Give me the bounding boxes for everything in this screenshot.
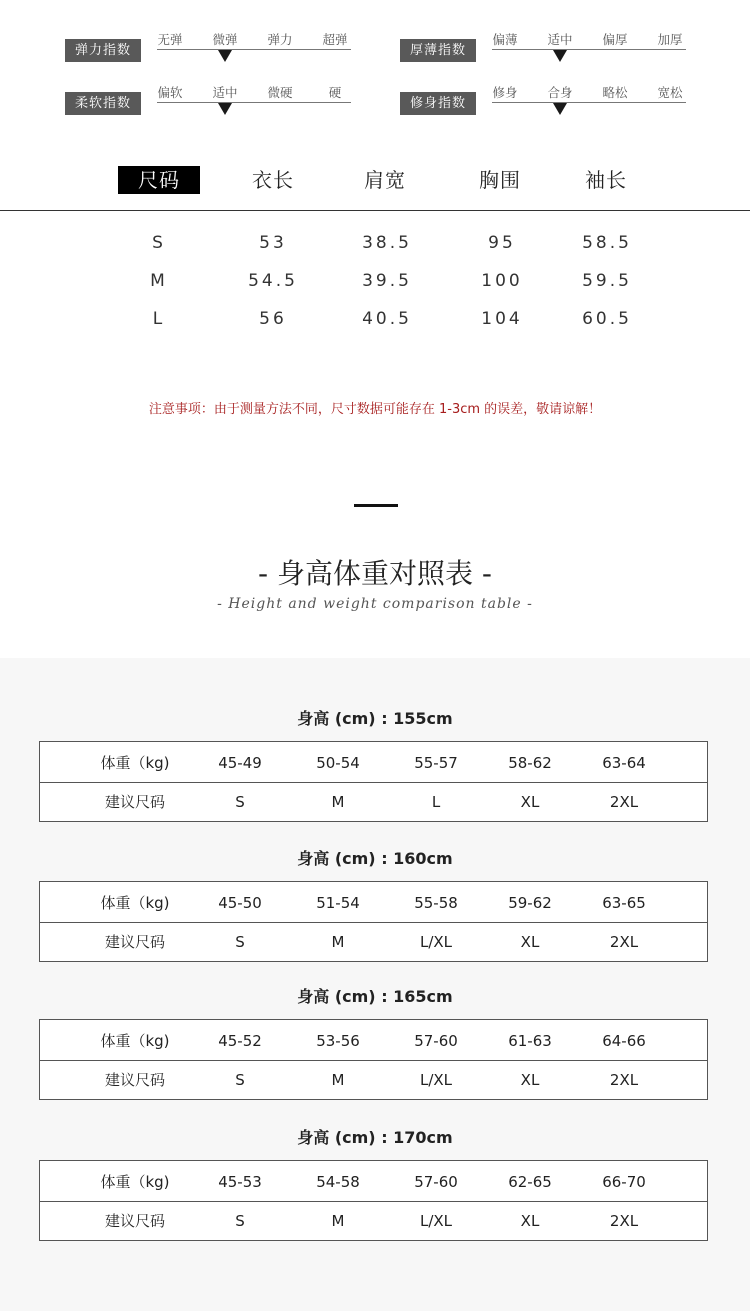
- cell-sleeve: 59.5: [582, 271, 632, 291]
- table-cell: 62-65: [508, 1173, 552, 1191]
- header-length: 衣长: [252, 168, 294, 192]
- index-options: [492, 30, 687, 46]
- cell-size: M: [150, 271, 168, 291]
- size-row: [40, 923, 707, 961]
- table-cell: 51-54: [316, 894, 360, 912]
- table-cell: 63-65: [602, 894, 646, 912]
- row-label: 体重（kg): [100, 1173, 170, 1191]
- index-option: 硬: [328, 85, 342, 100]
- index-option: 适中: [547, 32, 573, 47]
- header-shoulder: 肩宽: [364, 168, 406, 192]
- index-label: 厚薄指数: [400, 39, 476, 62]
- size-table-divider: [0, 210, 750, 211]
- index-option: 微弹: [212, 32, 238, 47]
- cell-size: S: [152, 233, 166, 253]
- table-cell: XL: [520, 793, 540, 811]
- height-title: 身高 (cm) : 160cm: [297, 849, 453, 868]
- table-cell: 45-49: [218, 754, 262, 772]
- row-label: 体重（kg): [100, 1032, 170, 1050]
- table-row: [0, 309, 750, 333]
- table-cell: L/XL: [419, 1212, 453, 1230]
- table-row: [0, 271, 750, 295]
- table-cell: M: [331, 793, 345, 811]
- index-options: [492, 83, 687, 99]
- cell-size: L: [152, 309, 166, 329]
- index-marker-icon: [218, 50, 232, 62]
- index-option: 宽松: [657, 85, 683, 100]
- index-option: 修身: [492, 85, 518, 100]
- height-title: 身高 (cm) : 170cm: [297, 1128, 453, 1147]
- table-cell: S: [235, 933, 245, 951]
- table-cell: 55-57: [414, 754, 458, 772]
- table-cell: 53-56: [316, 1032, 360, 1050]
- height-title: 身高 (cm) : 165cm: [297, 987, 453, 1006]
- table-cell: L: [431, 793, 441, 811]
- index-softness: [65, 83, 365, 123]
- cell-length: 56: [259, 309, 287, 329]
- size-row: [40, 1202, 707, 1240]
- weight-row: [40, 1022, 707, 1060]
- cell-length: 53: [259, 233, 287, 253]
- index-option: 适中: [212, 85, 238, 100]
- table-cell: M: [331, 1071, 345, 1089]
- index-scale-line: [492, 102, 686, 103]
- index-marker-icon: [218, 103, 232, 115]
- table-cell: 63-64: [602, 754, 646, 772]
- index-option: 偏薄: [492, 32, 518, 47]
- index-options: [157, 30, 352, 46]
- table-cell: 54-58: [316, 1173, 360, 1191]
- header-chest: 胸围: [479, 168, 521, 192]
- height-weight-table: [39, 881, 708, 962]
- table-cell: 2XL: [609, 1071, 639, 1089]
- height-weight-table: [39, 1160, 708, 1241]
- table-cell: 50-54: [316, 754, 360, 772]
- row-label: 建议尺码: [104, 1071, 165, 1089]
- row-label: 建议尺码: [104, 933, 165, 951]
- index-marker-icon: [553, 50, 567, 62]
- cell-shoulder: 40.5: [362, 309, 412, 329]
- table-cell: 64-66: [602, 1032, 646, 1050]
- height-weight-table: [39, 1019, 708, 1100]
- table-cell: XL: [520, 1212, 540, 1230]
- table-cell: 66-70: [602, 1173, 646, 1191]
- index-option: 无弹: [157, 32, 183, 47]
- header-size: 尺码: [118, 166, 200, 194]
- table-cell: 45-50: [218, 894, 262, 912]
- row-label: 体重（kg): [100, 754, 170, 772]
- index-marker-icon: [553, 103, 567, 115]
- index-scale-line: [157, 49, 351, 50]
- cell-sleeve: 60.5: [582, 309, 632, 329]
- size-table-header: [0, 166, 750, 196]
- table-cell: L/XL: [419, 933, 453, 951]
- index-fit: [400, 83, 700, 123]
- row-label: 体重（kg): [100, 894, 170, 912]
- index-option: 微硬: [267, 85, 293, 100]
- index-option: 偏厚: [602, 32, 628, 47]
- table-cell: S: [235, 1212, 245, 1230]
- index-label: 弹力指数: [65, 39, 141, 62]
- height-weight-table: [39, 741, 708, 822]
- weight-row: [40, 884, 707, 922]
- cell-sleeve: 58.5: [582, 233, 632, 253]
- index-scale-line: [157, 102, 351, 103]
- table-row: [0, 233, 750, 257]
- table-cell: 2XL: [609, 933, 639, 951]
- section-subtitle: - Height and weight comparison table -: [217, 596, 533, 612]
- cell-shoulder: 38.5: [362, 233, 412, 253]
- table-cell: 59-62: [508, 894, 552, 912]
- table-cell: M: [331, 933, 345, 951]
- row-label: 建议尺码: [104, 793, 165, 811]
- row-label: 建议尺码: [104, 1212, 165, 1230]
- table-cell: XL: [520, 933, 540, 951]
- header-sleeve: 袖长: [585, 168, 627, 192]
- table-cell: 57-60: [414, 1032, 458, 1050]
- height-weight-panel: [0, 658, 750, 1311]
- weight-row: [40, 1163, 707, 1201]
- measurement-note: 注意事项：由于测量方法不同，尺寸数据可能存在 1-3cm 的误差，敬请谅解！: [148, 402, 602, 417]
- size-row: [40, 783, 707, 821]
- table-cell: 55-58: [414, 894, 458, 912]
- index-option: 弹力: [267, 32, 293, 47]
- table-cell: 58-62: [508, 754, 552, 772]
- index-option: 合身: [547, 85, 573, 100]
- table-cell: M: [331, 1212, 345, 1230]
- index-option: 超弹: [322, 32, 348, 47]
- index-options: [157, 83, 352, 99]
- height-title: 身高 (cm) : 155cm: [297, 709, 453, 728]
- index-stretch: [65, 30, 365, 70]
- index-thickness: [400, 30, 700, 70]
- table-cell: S: [235, 1071, 245, 1089]
- section-title: - 身高体重对照表 -: [257, 557, 492, 590]
- table-cell: L/XL: [419, 1071, 453, 1089]
- weight-row: [40, 744, 707, 782]
- table-cell: 45-53: [218, 1173, 262, 1191]
- index-scale-line: [492, 49, 686, 50]
- table-cell: XL: [520, 1071, 540, 1089]
- size-row: [40, 1061, 707, 1099]
- cell-chest: 95: [488, 233, 516, 253]
- table-cell: 57-60: [414, 1173, 458, 1191]
- index-label: 修身指数: [400, 92, 476, 115]
- index-option: 加厚: [657, 32, 683, 47]
- table-cell: 2XL: [609, 793, 639, 811]
- cell-shoulder: 39.5: [362, 271, 412, 291]
- table-cell: S: [235, 793, 245, 811]
- index-label: 柔软指数: [65, 92, 141, 115]
- cell-chest: 104: [481, 309, 523, 329]
- cell-chest: 100: [481, 271, 523, 291]
- section-divider: [354, 504, 398, 507]
- table-cell: 45-52: [218, 1032, 262, 1050]
- index-option: 略松: [602, 85, 628, 100]
- table-cell: 2XL: [609, 1212, 639, 1230]
- index-option: 偏软: [157, 85, 183, 100]
- table-cell: 61-63: [508, 1032, 552, 1050]
- cell-length: 54.5: [248, 271, 298, 291]
